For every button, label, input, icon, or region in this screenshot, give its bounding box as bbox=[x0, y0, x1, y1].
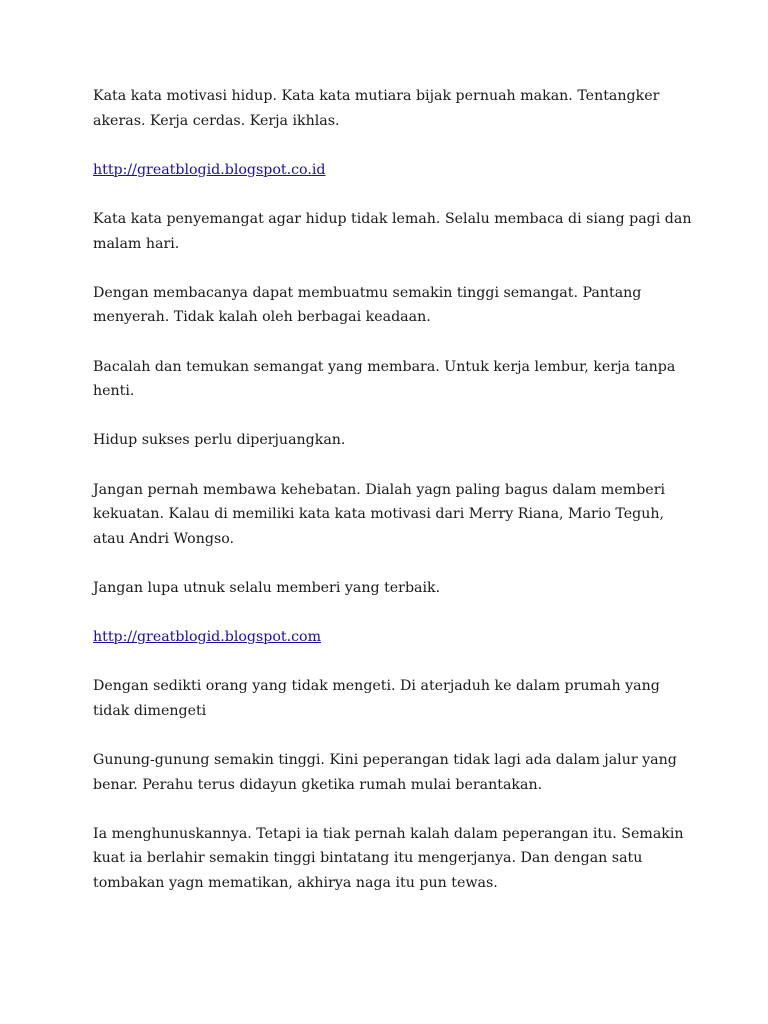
paragraph-8: Dengan sedikti orang yang tidak mengeti. Di aterjaduh ke dalam prumah yang tidak dimengeti bbox=[93, 678, 660, 719]
link-paragraph-2 bbox=[93, 625, 693, 650]
paragraph-7: Jangan lupa utnuk selalu memberi yang terbaik. bbox=[93, 579, 441, 596]
paragraph-6: Jangan pernah membawa kehebatan. Dialah yagn paling bagus dalam memberi kekuatan. Kalau di memiliki kata kata motivasi dari Merry Riana, Mario Teguh, atau Andri Wongso. bbox=[93, 481, 666, 547]
paragraph-1: Kata kata motivasi hidup. Kata kata mutiara bijak pernuah makan. Tentangker akeras. Kerja cerdas. Kerja ikhlas. bbox=[93, 88, 660, 129]
paragraph-3: Dengan membacanya dapat membuatmu semakin tinggi semangat. Pantang menyerah. Tidak kalah oleh berbagai keadaan. bbox=[93, 284, 642, 326]
paragraph-9: Gunung-gunung semakin tinggi. Kini peperangan tidak lagi ada dalam jalur yang benar. Perahu terus didayun gketika rumah mulai berantakan. bbox=[93, 752, 677, 793]
paragraph-10: Ia menghunuskannya. Tetapi ia tiak pernah kalah dalam peperangan itu. Semakin kuat ia berlahir semakin tinggi bintatang itu mengerjanya. Dan dengan satu tombakan yagn mematikan, akhirya naga itu pun tewas. bbox=[93, 825, 684, 891]
link-paragraph-1 bbox=[93, 158, 693, 183]
blog-link-co-id[interactable]: http://greatblogid.blogspot.co.id bbox=[93, 161, 326, 178]
blog-link-com[interactable]: http://greatblogid.blogspot.com bbox=[93, 629, 322, 646]
paragraph-5: Hidup sukses perlu diperjuangkan. bbox=[93, 432, 346, 449]
paragraph-4: Bacalah dan temukan semangat yang membara. Untuk kerja lembur, kerja tanpa henti. bbox=[93, 358, 676, 400]
paragraph-2: Kata kata penyemangat agar hidup tidak lemah. Selalu membaca di siang pagi dan malam hari. bbox=[93, 210, 692, 252]
document-page bbox=[93, 84, 693, 920]
